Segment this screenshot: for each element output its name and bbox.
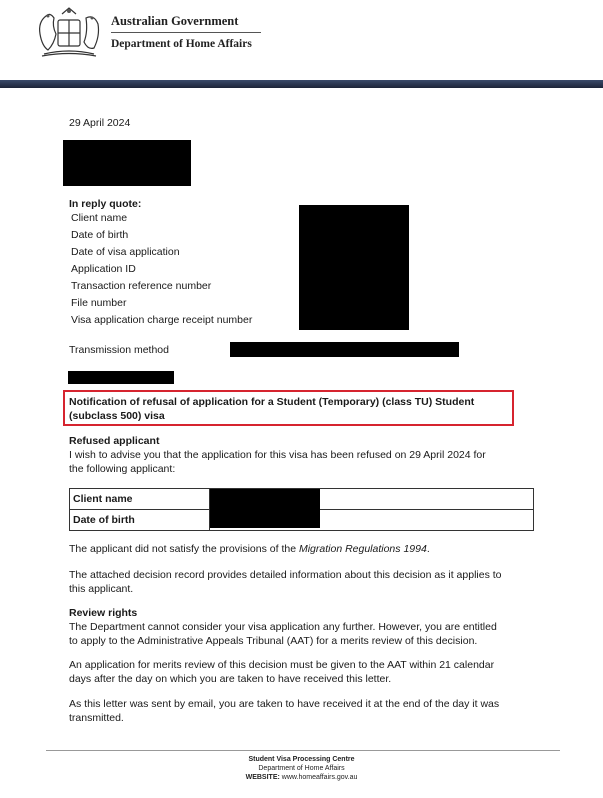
government-name: Australian Government: [111, 14, 239, 28]
footer-department: Department of Home Affairs: [258, 765, 345, 772]
refused-heading: Refused applicant: [69, 435, 160, 447]
reply-heading: In reply quote:: [69, 198, 142, 210]
letter-date: 29 April 2024: [69, 117, 131, 129]
subject-line-2: (subclass 500) visa: [69, 410, 165, 422]
footer-centre: Student Visa Processing Centre: [248, 756, 355, 763]
subject-line-1: Notification of refusal of application for a Student (Temporary) (class TU) Student: [69, 396, 475, 408]
department-name: Department of Home Affairs: [111, 38, 252, 50]
reply-field: Transaction reference number: [71, 280, 212, 292]
review-heading: Review rights: [69, 607, 138, 619]
reply-field: Client name: [71, 212, 128, 224]
header-band: [0, 80, 603, 88]
website-link[interactable]: www.homeaffairs.gov.au: [281, 774, 358, 781]
provisions-text: The applicant did not satisfy the provisions of the Migration Regulations 1994.: [69, 543, 430, 555]
redacted-transmission: [230, 342, 459, 357]
refused-text-1: I wish to advise you that the application for this visa has been refused on 29 April 2024 for: [69, 449, 486, 461]
letterhead: [0, 0, 603, 88]
client-name-label: Client name: [70, 489, 210, 510]
footer-divider: [46, 750, 560, 751]
reply-field: Date of birth: [71, 229, 129, 241]
merits-text-2: days after the day on which you are taken to have received this letter.: [69, 673, 392, 685]
footer-website: [0, 773, 603, 782]
merits-text-1: An application for merits review of this decision must be given to the AAT within 21 calendar: [69, 659, 495, 671]
coat-of-arms-icon: [34, 4, 104, 60]
reply-field: File number: [71, 297, 127, 309]
redacted-salutation: [68, 371, 174, 384]
refused-text-2: the following applicant:: [69, 463, 176, 475]
review-text-1: The Department cannot consider your visa application any further. However, you are entitled: [69, 621, 497, 633]
decision-text-2: this applicant.: [69, 583, 134, 595]
review-text-2: to apply to the Administrative Appeals Tribunal (AAT) for a merits review of this decision.: [69, 635, 478, 647]
decision-text-1: The attached decision record provides detailed information about this decision as it applies to: [69, 569, 502, 581]
website-label: WEBSITE:: [245, 774, 280, 781]
email-text-1: As this letter was sent by email, you are taken to have received it at the end of the day it was: [69, 698, 500, 710]
reply-field: Date of visa application: [71, 246, 180, 258]
reply-field: Visa application charge receipt number: [71, 314, 253, 326]
reply-field: Application ID: [71, 263, 136, 275]
redacted-reply-values: [299, 205, 409, 330]
redacted-recipient: [63, 140, 191, 186]
letterhead-divider: [111, 32, 261, 33]
redacted-applicant: [210, 489, 320, 528]
dob-label: Date of birth: [70, 510, 210, 531]
email-text-2: transmitted.: [69, 712, 124, 724]
transmission-label: Transmission method: [69, 344, 169, 356]
